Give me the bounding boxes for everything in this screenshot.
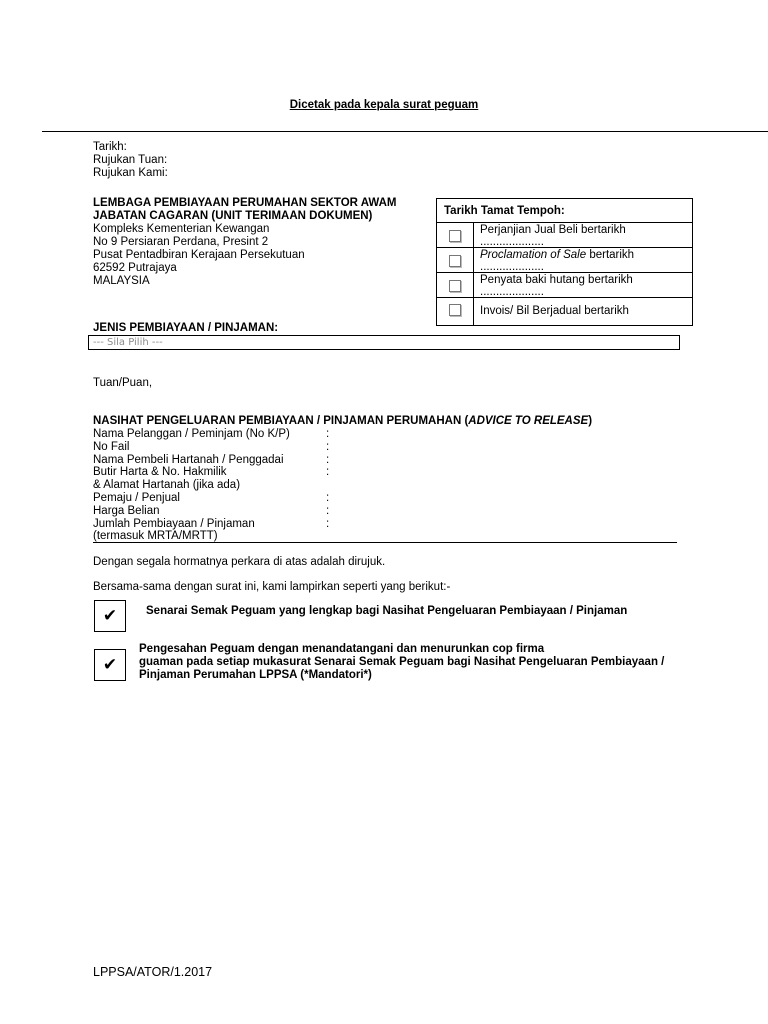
advice-title-close: ) <box>588 415 593 427</box>
field-colon: : <box>326 504 330 517</box>
checkbox-cell <box>437 273 474 297</box>
sale-agreement-checkbox[interactable] <box>449 230 461 242</box>
field-label: Harga Belian <box>93 504 160 517</box>
field-colon: : <box>326 517 330 530</box>
checkbox-cell <box>437 223 474 247</box>
address-line: Kompleks Kementerian Kewangan <box>93 223 270 235</box>
advice-title-text: NASIHAT PENGELUARAN PEMBIAYAAN / PINJAMAN PERUMAHAN ( <box>93 415 469 427</box>
field-label: Jumlah Pembiayaan / Pinjaman <box>93 517 255 530</box>
form-code: LPPSA/ATOR/1.2017 <box>93 965 213 979</box>
expiry-row-proclamation <box>437 248 692 273</box>
field-price <box>93 505 593 518</box>
our-reference-line: Rujukan Kami: <box>93 167 168 179</box>
address-line: No 9 Persiaran Perdana, Presint 2 <box>93 236 269 248</box>
invoice-checkbox[interactable] <box>449 304 461 316</box>
field-loan-amount <box>93 518 593 531</box>
attachment-checklist-text: Senarai Semak Peguam yang lengkap bagi Nasihat Pengeluaran Pembiayaan / Pinjaman <box>146 605 628 617</box>
expiry-row-invoice <box>437 298 692 325</box>
field-developer <box>93 492 593 505</box>
reference-block <box>93 141 168 180</box>
advice-title <box>93 415 592 428</box>
field-address <box>93 479 593 492</box>
field-label: Butir Harta & No. Hakmilik <box>93 466 227 479</box>
field-colon: : <box>326 440 330 453</box>
letterhead-note: Dicetak pada kepala surat peguam <box>289 99 479 111</box>
check-icon: ✔ <box>102 655 118 674</box>
row-italic-text: Proclamation of Sale <box>480 249 587 261</box>
field-label: Nama Pembeli Hartanah / Penggadai <box>93 453 284 466</box>
row-label: Perjanjian Jual Beli bertarikh <box>480 224 626 236</box>
expiry-row-sale-agreement <box>437 223 692 248</box>
expiry-row-debt-statement <box>437 273 692 298</box>
dropdown-selected-value: --- Sila Pilih --- <box>93 337 163 348</box>
field-title <box>93 466 593 479</box>
recipient-address <box>93 197 397 288</box>
your-reference-line: Rujukan Tuan: <box>93 154 168 166</box>
header-rule <box>42 131 768 132</box>
checkbox-cell <box>437 248 474 272</box>
field-label: Nama Pelanggan / Peminjam (No K/P) <box>93 428 290 440</box>
financing-type-dropdown[interactable] <box>88 335 680 350</box>
field-borrower <box>93 428 593 441</box>
address-line: Pusat Pentadbiran Kerajaan Persekutuan <box>93 249 305 261</box>
field-file-no <box>93 441 593 454</box>
proclamation-checkbox[interactable] <box>449 255 461 267</box>
address-line: 62592 Putrajaya <box>93 262 177 274</box>
financing-type-label: JENIS PEMBIAYAAN / PINJAMAN: <box>93 322 279 334</box>
attachment-line: Pengesahan Peguam dengan menandatangani dan menurunkan cop firma <box>139 643 545 655</box>
body-reference-line: Dengan segala hormatnya perkara di atas adalah dirujuk. <box>93 556 386 568</box>
row-date-blank: .................... <box>480 236 544 248</box>
field-label: Pemaju / Penjual <box>93 491 180 504</box>
body-attachment-line: Bersama-sama dengan surat ini, kami lampirkan seperti yang berikut:- <box>93 581 451 593</box>
field-buyer <box>93 454 593 467</box>
attachment-checkbox-checklist[interactable] <box>94 600 126 632</box>
debt-statement-checkbox[interactable] <box>449 280 461 292</box>
expiry-date-table <box>436 198 693 326</box>
field-colon: : <box>326 453 330 466</box>
attachment-certification-text <box>139 643 664 682</box>
advice-title-italic: ADVICE TO RELEASE <box>468 415 589 427</box>
recipient-department: JABATAN CAGARAN (UNIT TERIMAAN DOKUMEN) <box>93 210 373 222</box>
field-label: & Alamat Hartanah (jika ada) <box>93 479 241 492</box>
field-colon: : <box>326 428 330 440</box>
row-label: Invois/ Bil Berjadual bertarikh <box>480 305 629 317</box>
recipient-org: LEMBAGA PEMBIAYAAN PERUMAHAN SEKTOR AWAM <box>93 197 397 209</box>
attachment-checkbox-certification[interactable] <box>94 649 126 681</box>
expiry-table-title: Tarikh Tamat Tempoh: <box>437 199 692 223</box>
field-colon: : <box>326 466 330 479</box>
row-date-blank: .................... <box>480 286 544 298</box>
checkbox-cell <box>437 298 474 325</box>
row-label: bertarikh <box>586 249 635 261</box>
date-line: Tarikh: <box>93 141 127 153</box>
section-divider <box>93 542 677 543</box>
advice-fields <box>93 428 593 543</box>
attachment-line: Pinjaman Perumahan LPPSA (*Mandatori*) <box>139 669 372 681</box>
address-line: MALAYSIA <box>93 275 150 287</box>
row-label: Penyata baki hutang bertarikh <box>480 274 633 286</box>
check-icon: ✔ <box>102 606 118 625</box>
row-date-blank: .................... <box>480 261 544 273</box>
attachment-line: guaman pada setiap mukasurat Senarai Semak Peguam bagi Nasihat Pengeluaran Pembiayaan / <box>139 656 665 668</box>
field-colon: : <box>326 491 330 504</box>
field-label: No Fail <box>93 440 130 453</box>
salutation: Tuan/Puan, <box>93 377 153 389</box>
field-label: (termasuk MRTA/MRTT) <box>93 530 218 543</box>
